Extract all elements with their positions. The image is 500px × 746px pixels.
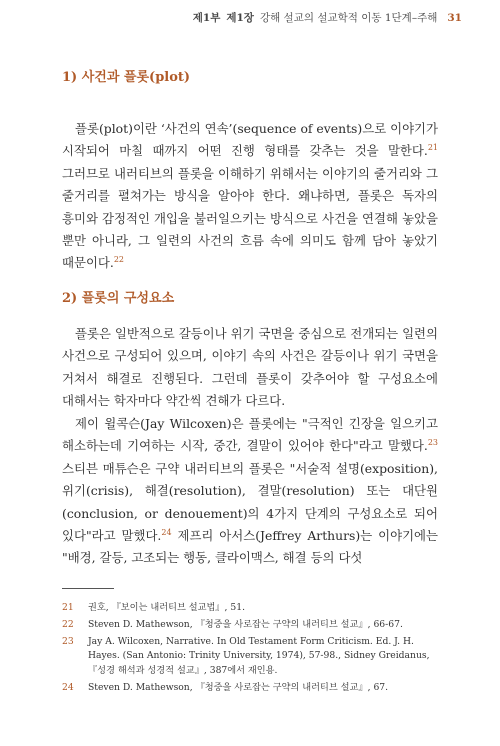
- footnote-text: 권호, 『보이는 내러티브 설교법』, 51.: [88, 602, 246, 613]
- footnote-text: Jay A. Wilcoxen, Narrative. In Old Testament Form Criticism. Ed. J. H. Hayes. (San Antonio: Trinity University, 1974), 57-98., Sidney Greidanus, 『성경 해석과 성경적 설교』, 387에서 재인용.: [88, 635, 430, 677]
- footnote-21: [62, 601, 438, 616]
- page-number: 31: [447, 12, 462, 24]
- paragraph-3: 제이 윌콕슨(Jay Wilcoxen)은 플롯에는 "극적인 긴장을 일으키고 해소하는데 기여하는 시작, 중간, 결말이 있어야 한다"라고 말했다.$^{23}$ 스티븐 매튜슨은 구약 내러티브의 플롯은 "서술적 설명(exposition), 위기(crisis), 해결(resolution), 결말(resolution) 또는 대단원(conclusion, or denouement)의 4가지 단계의 구성요소로 되어 있다"라고 말했다.$^{24}$ 제프리 아서스(Jeffrey Arthurs)는 이야기에는 "배경, 갈등, 고조되는 행동, 클라이맥스, 해결 등의 다섯: [62, 416, 438, 566]
- footnote-text: Steven D. Mathewson, 『청중을 사로잡는 구약의 내러티브 설교』, 67.: [88, 681, 389, 693]
- footnote-24: [62, 681, 438, 696]
- header-part: 제1부: [192, 12, 221, 24]
- footnote-number: 22: [62, 618, 74, 630]
- footnote-number: 23: [62, 635, 74, 647]
- footnote-number: 24: [62, 681, 74, 693]
- footnote-number: 21: [62, 602, 74, 613]
- footnote-ref-22[interactable]: 22: [113, 255, 125, 265]
- section-title-2: 2) 플롯의 구성요소: [62, 291, 175, 306]
- footnote-22: [62, 618, 438, 633]
- paragraph-2: 플롯은 일반적으로 갈등이나 위기 국면을 중심으로 전개되는 일련의 사건으로 구성되어 있으며, 이야기 속의 사건은 갈등이나 위기 국면을 거쳐서 해결로 진행된다. 그런데 플롯이 갖추어야 할 구성요소에 대해서는 학자마다 약간씩 견해가 다르다.: [62, 326, 438, 409]
- footnote-divider: [62, 588, 114, 589]
- section-title-1: 1) 사건과 플롯(plot): [62, 70, 191, 85]
- paragraph-1: 플롯(plot)이란 ‘사건의 연속’(sequence of events)으로 이야기가 시작되어 마칠 때까지 어떤 진행 형태를 갖추는 것을 말한다.$^{21}$ 그러므로 내러티브의 플롯을 이해하기 위해서는 이야기의 줄거리와 그 줄거리를 펼쳐가는 방식을 알아야 한다. 왜냐하면, 플롯은 독자의 흥미와 감정적인 개입을 불러일으키는 방식으로 사건을 연결해 놓았을 뿐만 아니라, 그 일련의 사건의 흐름 속에 의미도 함께 담아 놓았기 때문이다.$^{22}$: [62, 121, 438, 271]
- header-chapter: 제1장: [226, 12, 254, 24]
- footnote-text: Steven D. Mathewson, 『청중을 사로잡는 구약의 내러티브 설교』, 66-67.: [88, 618, 403, 630]
- header-title: 강해 설교의 설교학적 이동 1단계–주해: [259, 12, 438, 24]
- running-header: [193, 10, 462, 25]
- footnote-ref-23[interactable]: 23: [427, 438, 438, 448]
- footnotes: [62, 601, 438, 698]
- footnote-ref-24[interactable]: 24: [161, 527, 172, 537]
- footnote-23: [62, 635, 438, 679]
- footnote-ref-21[interactable]: 21: [427, 143, 438, 153]
